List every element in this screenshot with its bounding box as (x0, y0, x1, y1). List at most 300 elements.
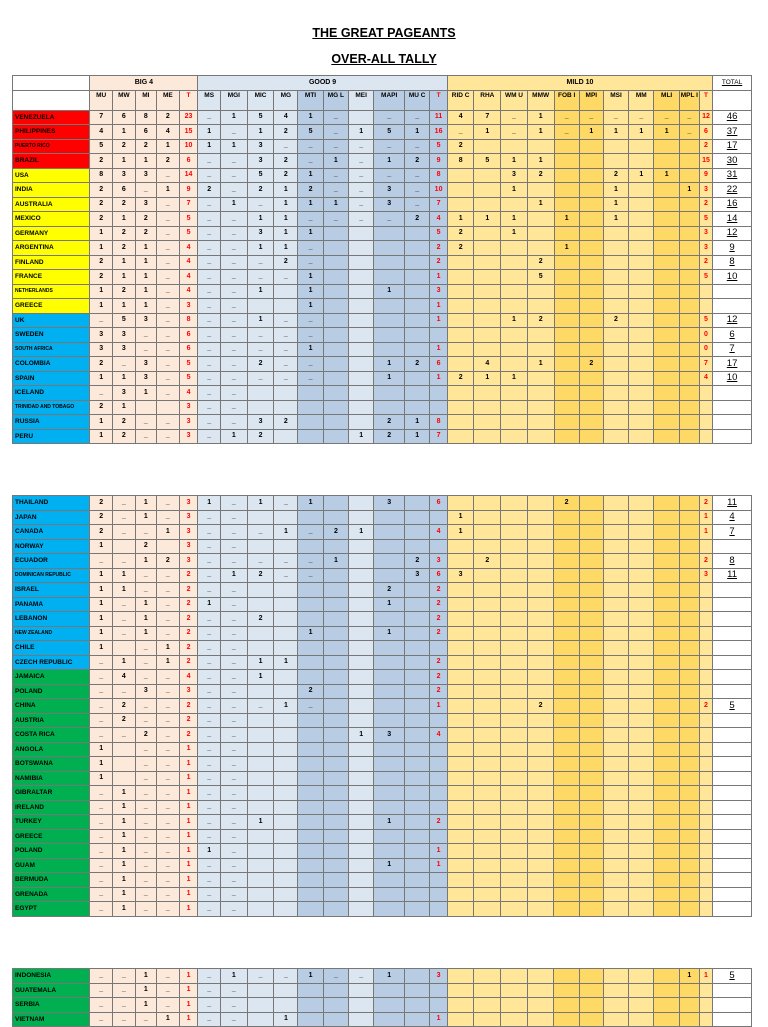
column-header: MU (90, 90, 113, 110)
tally-cell: 2 (113, 713, 136, 728)
tally-cell: 1 (274, 212, 298, 227)
tally-cell (527, 554, 554, 569)
country-name: SWEDEN (13, 328, 90, 343)
tally-cell: 3 (247, 226, 274, 241)
total-cell: 12 (713, 313, 752, 328)
tally-cell (603, 742, 628, 757)
tally-cell: 1 (699, 969, 712, 984)
tally-cell (527, 771, 554, 786)
tally-cell: _ (221, 183, 248, 198)
tally-cell: 1 (113, 270, 136, 285)
tally-cell (474, 641, 501, 656)
tally-cell: 1 (349, 429, 374, 444)
tally-cell: 1 (179, 757, 198, 772)
tally-cell (447, 270, 474, 285)
tally-cell: _ (90, 655, 113, 670)
tally-cell: _ (157, 415, 180, 430)
tally-cell (629, 969, 654, 984)
tally-cell (274, 612, 298, 627)
tally-cell: 1 (157, 525, 180, 540)
tally-cell (699, 539, 712, 554)
tally-cell (603, 757, 628, 772)
tally-cell (349, 510, 374, 525)
tally-cell (298, 844, 323, 859)
tally-cell (679, 858, 699, 873)
tally-cell: 1 (274, 197, 298, 212)
tally-cell: _ (221, 786, 248, 801)
tally-cell (603, 270, 628, 285)
tally-cell: _ (198, 670, 221, 685)
tally-cell: 1 (274, 226, 298, 241)
tally-cell: 1 (179, 800, 198, 815)
tally-cell: 2 (430, 655, 447, 670)
tally-cell (447, 342, 474, 357)
tally-cell (349, 742, 374, 757)
tally-cell (501, 496, 528, 511)
tally-cell (474, 728, 501, 743)
tally-cell (474, 713, 501, 728)
tally-cell: 3 (179, 510, 198, 525)
tally-cell: _ (157, 713, 180, 728)
tally-cell (374, 313, 405, 328)
tally-cell: _ (221, 212, 248, 227)
tally-cell (501, 386, 528, 401)
tally-cell (405, 328, 430, 343)
tally-cell (527, 583, 554, 598)
tally-cell (679, 902, 699, 917)
tally-cell: 1 (221, 110, 248, 125)
tally-cell (554, 357, 579, 372)
tally-cell (554, 1012, 579, 1027)
tally-cell (679, 583, 699, 598)
tally-cell: _ (603, 110, 628, 125)
tally-cell (629, 670, 654, 685)
tally-cell (554, 168, 579, 183)
tally-cell: _ (135, 583, 156, 598)
tally-cell: 3 (179, 299, 198, 314)
tally-cell: 2 (274, 154, 298, 169)
tally-cell (527, 1012, 554, 1027)
tally-cell: 1 (135, 255, 156, 270)
column-header: FOB I (554, 90, 579, 110)
tally-cell (654, 969, 679, 984)
tally-cell (474, 313, 501, 328)
tally-cell (447, 597, 474, 612)
tally-cell (654, 255, 679, 270)
tally-cell (679, 371, 699, 386)
tally-cell (274, 800, 298, 815)
tally-cell (579, 902, 603, 917)
tally-cell: _ (198, 757, 221, 772)
tally-cell (554, 670, 579, 685)
country-name: IRELAND (13, 800, 90, 815)
tally-cell: 1 (374, 815, 405, 830)
tally-cell: _ (198, 858, 221, 873)
tally-cell: _ (554, 125, 579, 140)
tally-cell (603, 139, 628, 154)
tally-cell (374, 670, 405, 685)
tally-cell: _ (221, 887, 248, 902)
tally-cell (629, 539, 654, 554)
tally-cell (374, 771, 405, 786)
tally-cell (349, 284, 374, 299)
tally-cell: 2 (90, 197, 113, 212)
tally-cell (654, 539, 679, 554)
tally-cell: _ (221, 554, 248, 569)
tally-cell: _ (221, 612, 248, 627)
tally-cell (323, 771, 348, 786)
tally-cell (579, 241, 603, 256)
tally-cell (323, 568, 348, 583)
tally-cell (654, 771, 679, 786)
tally-cell: 1 (135, 983, 156, 998)
tally-cell (474, 284, 501, 299)
tally-cell (323, 539, 348, 554)
column-header: T (699, 90, 712, 110)
tally-cell: 1 (298, 496, 323, 511)
tally-cell (527, 597, 554, 612)
tally-cell: 2 (135, 212, 156, 227)
tally-cell (679, 525, 699, 540)
column-header: MLI (654, 90, 679, 110)
tally-cell (323, 342, 348, 357)
tally-cell (113, 771, 136, 786)
tally-cell (579, 313, 603, 328)
tally-cell (374, 400, 405, 415)
tally-cell (447, 873, 474, 888)
tally-cell (629, 496, 654, 511)
table-row (13, 241, 752, 256)
tally-cell (699, 757, 712, 772)
tally-cell (447, 902, 474, 917)
tally-cell (323, 496, 348, 511)
tally-cell (679, 670, 699, 685)
tally-cell: 2 (430, 684, 447, 699)
tally-cell: _ (298, 554, 323, 569)
tally-cell (527, 342, 554, 357)
tally-cell: 2 (113, 284, 136, 299)
tally-cell (323, 400, 348, 415)
tally-cell (554, 771, 579, 786)
tally-cell (474, 525, 501, 540)
tally-cell (447, 429, 474, 444)
tally-cell (274, 597, 298, 612)
tally-cell (654, 699, 679, 714)
tally-cell (405, 226, 430, 241)
tally-cell (349, 626, 374, 641)
tally-cell: 3 (179, 415, 198, 430)
tally-cell: 3 (135, 168, 156, 183)
tally-cell: _ (198, 284, 221, 299)
tally-cell: 23 (179, 110, 198, 125)
table-row (13, 742, 752, 757)
tally-cell (603, 902, 628, 917)
tally-cell: _ (274, 313, 298, 328)
tally-cell (629, 713, 654, 728)
tally-cell (323, 313, 348, 328)
tally-cell (474, 510, 501, 525)
tally-cell (629, 299, 654, 314)
tally-cell: _ (157, 371, 180, 386)
tally-cell (699, 626, 712, 641)
tally-cell (554, 858, 579, 873)
tally-cell (374, 342, 405, 357)
tally-cell (603, 597, 628, 612)
tally-cell (579, 612, 603, 627)
tally-cell (274, 641, 298, 656)
tally-cell (654, 583, 679, 598)
tally-cell (323, 255, 348, 270)
tally-cell (474, 829, 501, 844)
tally-cell (323, 655, 348, 670)
tally-cell (579, 226, 603, 241)
country-name: GUATEMALA (13, 983, 90, 998)
tally-cell (247, 400, 274, 415)
tally-cell (430, 328, 447, 343)
tally-cell: 1 (90, 583, 113, 598)
tally-cell: _ (198, 313, 221, 328)
tally-cell: _ (221, 757, 248, 772)
total-cell: 7 (713, 342, 752, 357)
tally-cell (654, 998, 679, 1013)
tally-cell: 1 (247, 212, 274, 227)
country-name: TRINIDAD AND TOBAGO (13, 400, 90, 415)
tally-cell (579, 510, 603, 525)
column-header: MG L (323, 90, 348, 110)
tally-cell: 1 (274, 655, 298, 670)
tally-cell: 1 (654, 125, 679, 140)
tally-cell (447, 357, 474, 372)
tally-cell (554, 154, 579, 169)
tally-cell (554, 873, 579, 888)
tally-cell (603, 626, 628, 641)
country-name: MEXICO (13, 212, 90, 227)
tally-cell: _ (221, 313, 248, 328)
country-name: PANAMA (13, 597, 90, 612)
tally-cell (349, 342, 374, 357)
tally-cell (323, 612, 348, 627)
total-cell: 12 (713, 226, 752, 241)
tally-cell (323, 357, 348, 372)
tally-cell (247, 641, 274, 656)
tally-cell (474, 226, 501, 241)
tally-cell: 1 (474, 125, 501, 140)
table-row (13, 197, 752, 212)
tally-cell: 3 (501, 168, 528, 183)
tally-cell (554, 713, 579, 728)
tally-cell (527, 400, 554, 415)
tally-cell (554, 415, 579, 430)
tally-cell (405, 525, 430, 540)
tally-cell: 2 (113, 429, 136, 444)
tally-cell: _ (90, 386, 113, 401)
tally-cell (579, 713, 603, 728)
tally-cell: 1 (447, 212, 474, 227)
tally-cell (274, 713, 298, 728)
country-name: USA (13, 168, 90, 183)
tally-cell (474, 742, 501, 757)
tally-cell (405, 983, 430, 998)
tally-cell (298, 641, 323, 656)
tally-table-section-2 (12, 495, 752, 917)
tally-cell (554, 757, 579, 772)
column-header: MPL I (679, 90, 699, 110)
tally-cell (474, 270, 501, 285)
tally-cell: 1 (113, 299, 136, 314)
tally-cell (527, 713, 554, 728)
tally-cell (349, 241, 374, 256)
tally-cell (323, 742, 348, 757)
tally-cell (679, 539, 699, 554)
tally-cell (629, 597, 654, 612)
tally-cell: 3 (179, 554, 198, 569)
tally-cell (323, 597, 348, 612)
tally-cell (474, 655, 501, 670)
tally-cell (699, 800, 712, 815)
tally-cell: _ (90, 858, 113, 873)
tally-cell: 1 (179, 844, 198, 859)
tally-cell (527, 998, 554, 1013)
tally-cell (554, 626, 579, 641)
tally-cell (374, 713, 405, 728)
country-name: GERMANY (13, 226, 90, 241)
tally-cell (654, 415, 679, 430)
tally-cell: 3 (135, 371, 156, 386)
column-header: WM U (501, 90, 528, 110)
tally-cell: _ (221, 496, 248, 511)
tally-cell: _ (221, 270, 248, 285)
tally-cell (554, 786, 579, 801)
tally-cell (405, 641, 430, 656)
tally-cell (603, 496, 628, 511)
tally-cell (501, 969, 528, 984)
total-cell (713, 757, 752, 772)
column-header: MPI (579, 90, 603, 110)
tally-cell: _ (157, 728, 180, 743)
tally-cell (405, 313, 430, 328)
tally-cell: 1 (179, 771, 198, 786)
tally-cell: 1 (113, 844, 136, 859)
tally-cell (447, 299, 474, 314)
tally-cell: _ (198, 554, 221, 569)
tally-cell (679, 641, 699, 656)
tally-cell: _ (157, 299, 180, 314)
total-cell (713, 415, 752, 430)
tally-cell: _ (198, 969, 221, 984)
tally-cell (247, 510, 274, 525)
tally-cell: 1 (247, 815, 274, 830)
tally-cell: _ (221, 983, 248, 998)
table-row (13, 284, 752, 299)
country-name: ARGENTINA (13, 241, 90, 256)
tally-cell: _ (135, 757, 156, 772)
tally-cell: 1 (90, 597, 113, 612)
tally-cell: 4 (90, 125, 113, 140)
tally-cell (654, 386, 679, 401)
tally-cell: 1 (274, 525, 298, 540)
tally-cell (298, 829, 323, 844)
tally-cell (349, 786, 374, 801)
tally-cell: 2 (247, 357, 274, 372)
tally-cell: _ (157, 226, 180, 241)
tally-cell: _ (198, 226, 221, 241)
tally-cell: 0 (699, 328, 712, 343)
tally-cell: _ (221, 400, 248, 415)
tally-cell (474, 858, 501, 873)
table-row (13, 699, 752, 714)
total-cell (713, 983, 752, 998)
tally-cell (323, 626, 348, 641)
tally-cell: 5 (474, 154, 501, 169)
tally-cell: 1 (179, 1012, 198, 1027)
tally-cell (298, 902, 323, 917)
tally-cell: 1 (135, 154, 156, 169)
tally-cell (247, 902, 274, 917)
tally-cell (374, 255, 405, 270)
tally-cell: _ (135, 887, 156, 902)
tally-cell: _ (221, 255, 248, 270)
tally-cell (374, 998, 405, 1013)
tally-cell (699, 742, 712, 757)
tally-cell: 2 (527, 699, 554, 714)
tally-cell: _ (274, 554, 298, 569)
tally-cell: _ (221, 844, 248, 859)
tally-cell: 2 (430, 626, 447, 641)
tally-cell: _ (221, 713, 248, 728)
tally-cell: 1 (113, 371, 136, 386)
tally-cell: _ (221, 539, 248, 554)
tally-cell (679, 983, 699, 998)
tally-cell: _ (135, 342, 156, 357)
tally-cell: _ (198, 641, 221, 656)
tally-cell: 2 (298, 183, 323, 198)
tally-cell (247, 844, 274, 859)
tally-cell: 2 (179, 612, 198, 627)
tally-cell: _ (221, 168, 248, 183)
tally-cell: 1 (135, 270, 156, 285)
total-cell (713, 400, 752, 415)
tally-cell (374, 641, 405, 656)
tally-cell (501, 568, 528, 583)
tally-cell: 2 (157, 554, 180, 569)
tally-cell (527, 212, 554, 227)
tally-cell: _ (501, 110, 528, 125)
table-row (13, 496, 752, 511)
tally-cell: _ (374, 139, 405, 154)
tally-cell: _ (157, 612, 180, 627)
tally-cell: 3 (113, 386, 136, 401)
tally-cell (501, 858, 528, 873)
tally-cell: 2 (430, 670, 447, 685)
tally-cell (629, 197, 654, 212)
tally-cell: 4 (430, 212, 447, 227)
tally-cell: 1 (527, 125, 554, 140)
tally-cell (323, 983, 348, 998)
tally-cell (501, 554, 528, 569)
tally-cell (474, 583, 501, 598)
tally-cell (374, 699, 405, 714)
tally-cell (579, 597, 603, 612)
total-cell: 31 (713, 168, 752, 183)
tally-cell (405, 815, 430, 830)
tally-cell (474, 844, 501, 859)
tally-cell: 2 (179, 583, 198, 598)
tally-cell (298, 539, 323, 554)
tally-cell: 3 (113, 342, 136, 357)
tally-cell (629, 270, 654, 285)
tally-cell: 3 (430, 969, 447, 984)
tally-cell: 1 (501, 313, 528, 328)
